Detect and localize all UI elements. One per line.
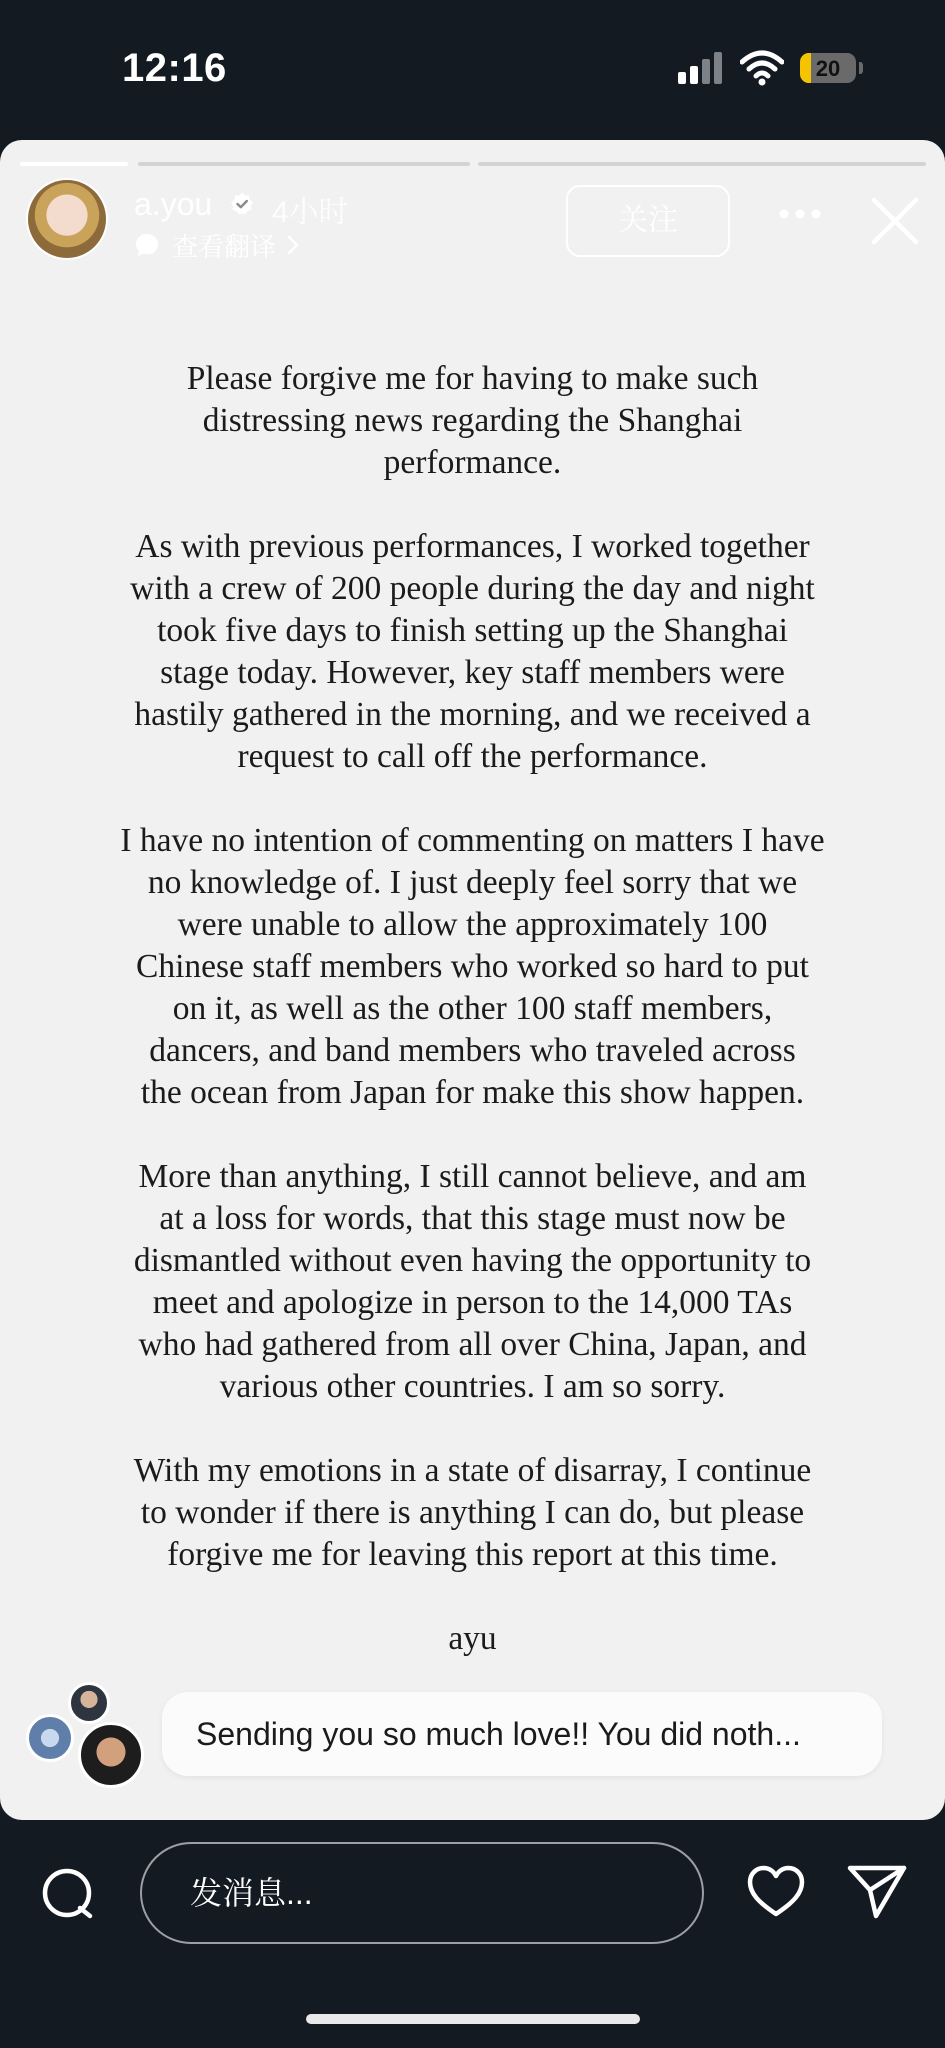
comment-preview[interactable]: Sending you so much love!! You did noth... [162, 1692, 882, 1776]
follow-button[interactable]: 关注 [566, 185, 730, 257]
close-icon[interactable] [870, 196, 920, 246]
battery-cap [859, 62, 863, 74]
comment-avatars[interactable] [26, 1682, 156, 1782]
story-card[interactable] [0, 140, 945, 1820]
avatar[interactable] [28, 180, 106, 258]
message-input[interactable]: 发消息... [140, 1842, 704, 1944]
more-icon[interactable] [778, 208, 822, 220]
chevron-right-icon [286, 234, 300, 256]
signal-icon [678, 52, 724, 84]
story-message [52, 358, 893, 1660]
camera-icon[interactable] [40, 1866, 96, 1922]
commenter-avatar [68, 1682, 110, 1724]
post-time: 4小时 [272, 196, 349, 229]
heart-icon[interactable] [746, 1864, 806, 1920]
commenter-avatar [26, 1714, 74, 1762]
status-time: 12:16 [122, 46, 227, 90]
translate-link[interactable] [134, 228, 300, 262]
battery-icon [800, 53, 856, 83]
message-paragraph: As with previous performances, I worked together with a crew of 200 people during the day and night took five days to finish setting up the Shanghai stage today. However, key staff members were hastily gathered in the morning, and we received a request to call off the performance. [130, 528, 815, 775]
signature: ayu [448, 1620, 497, 1657]
story-progress-segment [478, 162, 926, 166]
home-indicator [306, 2014, 640, 2024]
send-icon[interactable] [846, 1862, 908, 1920]
story-progress-segment [20, 162, 128, 166]
username[interactable]: a.you [134, 186, 213, 222]
wifi-icon [740, 50, 784, 86]
verified-icon [230, 192, 254, 216]
battery-level: 20 [815, 56, 841, 81]
status-bar [0, 0, 945, 140]
message-paragraph: With my emotions in a state of disarray, I continue to wonder if there is anything I can do, but please forgive me for leaving this report at this time. [133, 1452, 812, 1573]
chat-icon [134, 232, 160, 258]
commenter-avatar [78, 1722, 144, 1788]
message-paragraph: I have no intention of commenting on matters I have no knowledge of. I just deeply feel sorry that we were unable to allow the approximately 100 Chinese staff members who worked so hard to put on it, as well as the other 100 staff members, dancers, and band members who traveled across the ocean from Japan for make this show happen. [120, 822, 825, 1111]
message-paragraph: More than anything, I still cannot believe, and am at a loss for words, that this stage must now be dismantled without even having the opportunity to meet and apologize in person to the 14,000 TAs who had gathered from all over China, Japan, and various other countries. I am so sorry. [133, 1158, 812, 1405]
story-progress-segment [138, 162, 470, 166]
message-paragraph: Please forgive me for having to make such distressing news regarding the Shanghai performance. [186, 360, 759, 481]
translate-label: 查看翻译 [172, 231, 277, 262]
